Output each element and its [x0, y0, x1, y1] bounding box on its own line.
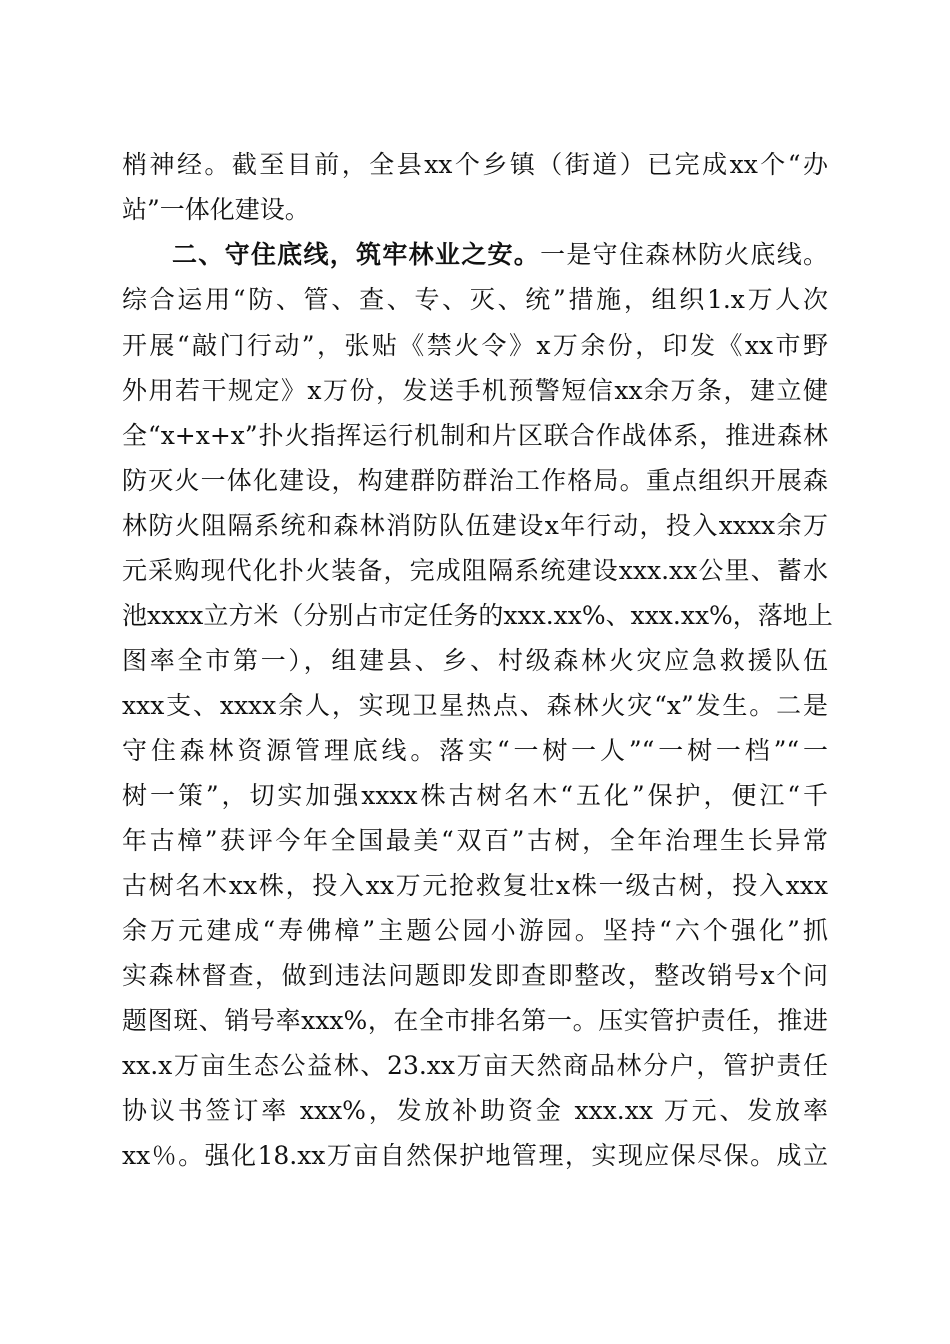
- text-line: 综合运用“防、管、查、专、灭、统”措施，组织1.x万人次: [122, 285, 828, 314]
- text-line: 守住森林资源管理底线。落实“一树一人”“一树一档”“一: [122, 736, 828, 765]
- text-line: 外用若干规定》x万份，发送手机预警短信xx余万条，建立健: [122, 376, 828, 405]
- text-line: xx.x万亩生态公益林、23.xx万亩天然商品林分户，管护责任: [122, 1051, 828, 1080]
- section-heading: 二、守住底线，筑牢林业之安。: [172, 240, 541, 269]
- text-line: 站”一体化建设。: [122, 195, 310, 224]
- text-fragment: 一是守住森林防火底线。: [540, 240, 828, 269]
- text-line: 年古樟”获评今年全国最美“双百”古树，全年治理生长异常: [122, 826, 828, 855]
- text-line: 图率全市第一），组建县、乡、村级森林火灾应急救援队伍: [122, 646, 828, 675]
- text-line: 实森林督查，做到违法问题即发即查即整改，整改销号x个问: [122, 961, 828, 990]
- text-line: 题图斑、销号率xxx%，在全市排名第一。压实管护责任，推进: [122, 1006, 828, 1035]
- text-line: 树一策”，切实加强xxxx株古树名木“五化”保护，便江“千: [122, 781, 828, 810]
- text-line: 余万元建成“寿佛樟”主题公园小游园。坚持“六个强化”抓: [122, 916, 828, 945]
- text-line: 林防火阻隔系统和森林消防队伍建设x年行动，投入xxxx余万: [122, 511, 828, 540]
- text-line: 古树名木xx株，投入xx万元抢救复壮x株一级古树，投入xxx: [122, 871, 828, 900]
- text-line: xx％。强化18.xx万亩自然保护地管理，实现应保尽保。成立: [122, 1141, 828, 1170]
- text-line: 全“x+x+x”扑火指挥运行机制和片区联合作战体系，推进森林: [122, 421, 828, 450]
- section-heading-line: [172, 240, 828, 270]
- text-line: 梢神经。截至目前，全县xx个乡镇（街道）已完成xx个“办: [122, 150, 828, 179]
- text-line: 防灭火一体化建设，构建群防群治工作格局。重点组织开展森: [122, 466, 828, 495]
- text-line: 元采购现代化扑火装备，完成阻隔系统建设xxx.xx公里、蓄水: [122, 556, 828, 585]
- text-line: xxx支、xxxx余人，实现卫星热点、森林火灾“x”发生。二是: [122, 691, 828, 720]
- text-line: 协议书签订率 xxx%，发放补助资金 xxx.xx 万元、发放率: [122, 1096, 828, 1125]
- text-line: 开展“敲门行动”，张贴《禁火令》x万余份，印发《xx市野: [122, 331, 828, 360]
- text-line: 池xxxx立方米（分别占市定任务的xxx.xx%、xxx.xx%，落地上: [122, 601, 833, 630]
